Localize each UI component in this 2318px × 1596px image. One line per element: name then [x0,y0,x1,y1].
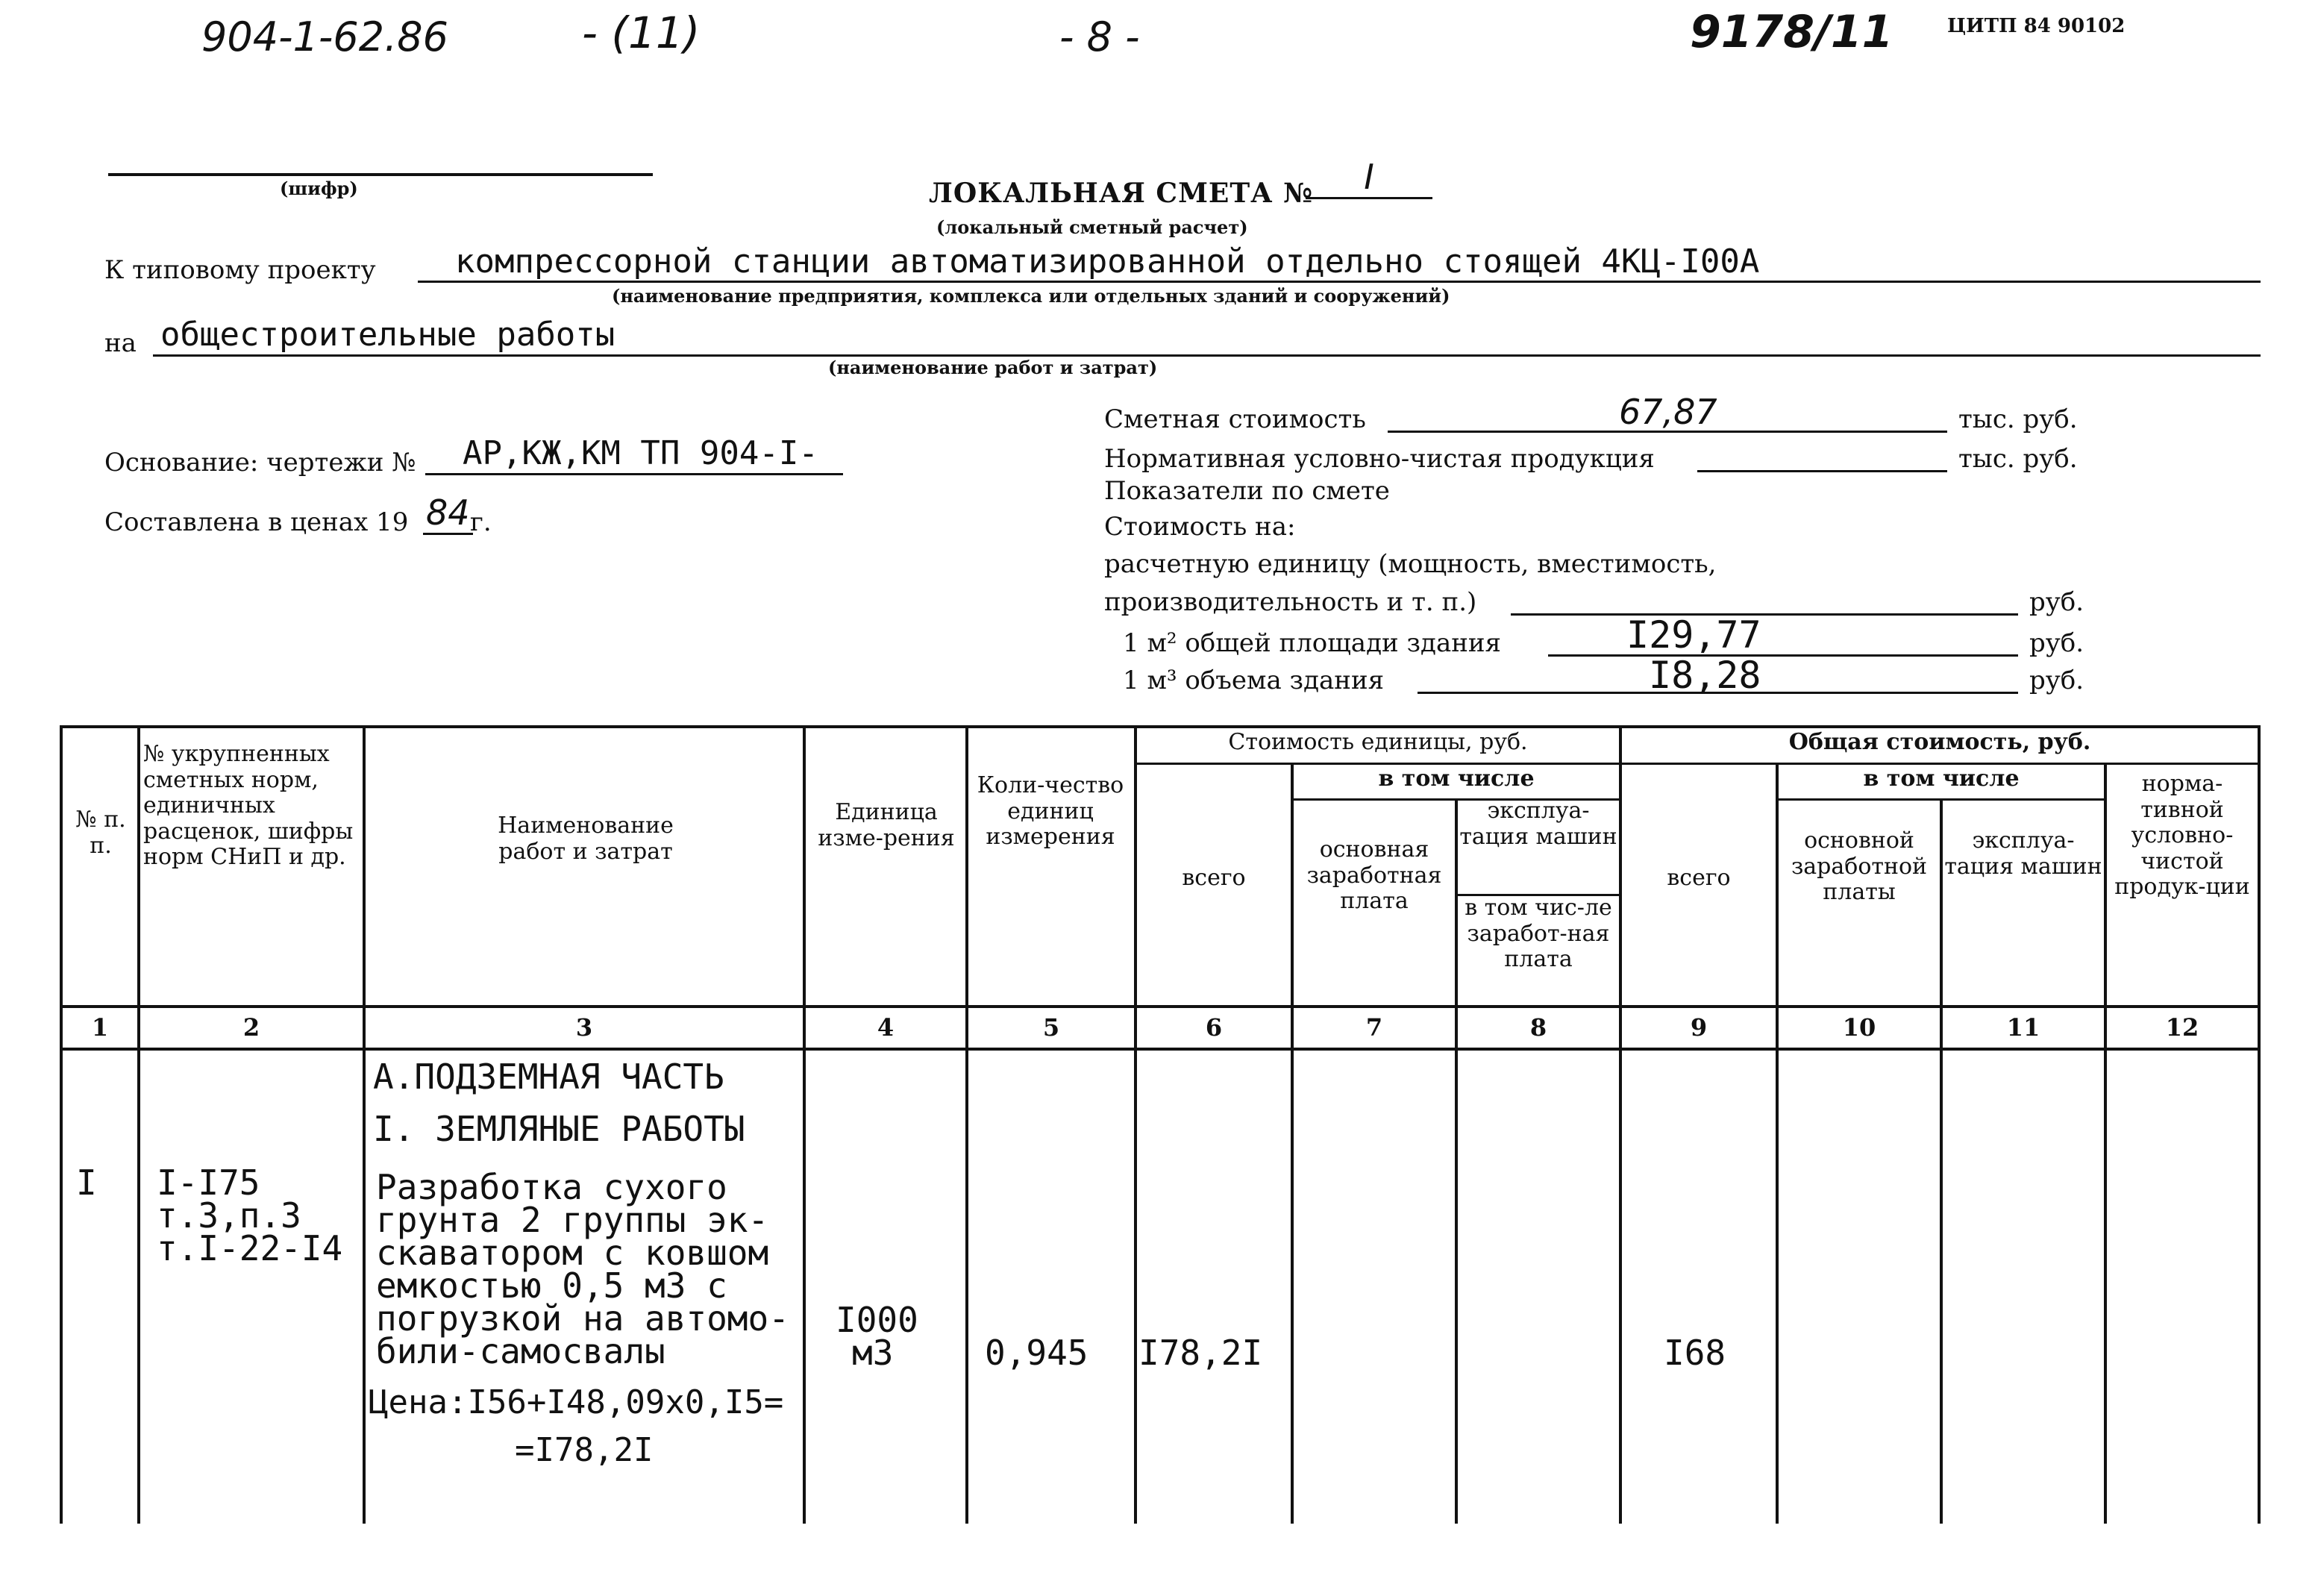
row-name-line: погрузкой на автомо- [376,1298,789,1339]
works-sub: (наименование работ и затрат) [828,357,1158,378]
col-num-3: 3 [575,1013,593,1042]
row-code-line: I-I75 [157,1162,260,1203]
row-number: I [76,1162,97,1203]
section-a-title: А.ПОДЗЕМНАЯ ЧАСТЬ [373,1057,724,1097]
row-unit-name: м3 [852,1333,894,1373]
row-name-line: Разработка сухого [376,1167,727,1207]
header-c8b: в том чис-ле заработ-ная плата [1465,895,1612,972]
header-total-incl: в том числе [1863,766,2020,792]
area-unit: руб. [2029,628,2084,658]
section-1-title: I. ЗЕМЛЯНЫЕ РАБОТЫ [373,1109,745,1149]
doc-code-left: 904-1-62.86 [201,13,448,60]
row-name-line: скаватором с ковшом [376,1233,769,1273]
col-border-10 [1940,798,1943,1524]
header-c6: всего [1182,865,1246,891]
estimate-table [60,725,2261,1524]
volume-unit: руб. [2029,666,2084,695]
basis-label: Основание: чертежи № [104,448,416,478]
productivity-line [1511,613,2018,616]
page-number: - 8 - [1059,13,1140,60]
volume-label: 1 м³ объема здания [1123,666,1385,695]
col-border-3 [803,725,806,1524]
doc-title-sub: (локальный сметный расчет) [936,216,1248,238]
row-price-formula: Цена:I56+I48,09х0,I5= [369,1383,784,1421]
row-code-line: т.3,п.3 [157,1195,301,1236]
project-sub: (наименование предприятия, комплекса или отдельных зданий и сооружений) [612,285,1450,307]
sheet-number: - (11) [582,7,701,58]
col-num-9: 9 [1690,1013,1708,1042]
productivity-label: производительность и т. п.) [1104,587,1477,617]
col-num-12: 12 [2165,1013,2199,1042]
doc-title: ЛОКАЛЬНАЯ СМЕТА № [929,178,1314,209]
header-c4: Единица изме-рения [818,799,955,851]
shifr-label: (шифр) [280,178,358,199]
area-label: 1 м² общей площади здания [1123,628,1501,658]
col-border-8 [1619,725,1622,1524]
col-num-1: 1 [91,1013,109,1042]
header-c5: Коли-чество единиц измерения [977,772,1124,850]
header-unit-cost: Стоимость единицы, руб. [1228,729,1528,755]
row-unit-value: I000 [836,1300,918,1340]
row-name-line: грунта 2 группы эк- [376,1200,769,1240]
indicators-label: Показатели по смете [1104,476,1390,506]
basis-line [425,473,843,475]
shifr-line [108,173,653,176]
header-c11: эксплуа-тация машин [1944,827,2102,880]
project-value: компрессорной станции автоматизированной отдельно стоящей 4КЦ-I00А [455,242,1760,281]
col-border-1 [137,725,140,1524]
project-line [418,281,2261,283]
works-label: на [104,328,137,358]
normative-label: Нормативная условно-чистая продукция [1104,444,1655,474]
area-line [1548,654,2018,657]
area-value: I29,77 [1626,613,1761,657]
price-year-suffix: г. [470,507,492,537]
col-border-12 [2258,725,2261,1524]
basis-value: АР,КЖ,КМ ТП 904-I- [463,434,818,472]
header-unit-incl: в том числе [1378,766,1535,792]
cipp-stamp: ЦИТП 84 90102 [1947,15,2126,37]
row-name-line: били-самосвалы [376,1331,665,1371]
col-border-0 [60,725,63,1524]
header-c1: № п. п. [75,807,126,859]
col-num-7: 7 [1365,1013,1383,1042]
estimate-cost-unit: тыс. руб. [1958,404,2078,434]
price-year: 84 [423,492,473,535]
calc-unit-label: расчетную единицу (мощность, вместимость, [1104,549,1717,579]
estimate-cost-label: Сметная стоимость [1104,404,1366,434]
price-label: Составлена в ценах 19 [104,507,409,537]
row-name-line: емкостью 0,5 м3 с [376,1265,727,1306]
normative-unit: тыс. руб. [1958,444,2078,474]
row-quantity: 0,945 [985,1333,1088,1373]
col-num-4: 4 [877,1013,895,1042]
header-c10: основной заработной платы [1791,827,1928,905]
project-label: К типовому проекту [104,255,376,285]
col-border-5 [1134,725,1137,1524]
header-c9: всего [1667,865,1731,891]
col-num-11: 11 [2006,1013,2040,1042]
header-c7: основная заработная плата [1306,836,1442,914]
doc-code-right: 9178/11 [1690,6,1893,58]
volume-value: I8,28 [1649,654,1761,697]
header-c8a: эксплуа-тация машин [1459,798,1617,850]
works-line [153,354,2261,357]
productivity-unit: руб. [2029,587,2084,617]
col-num-5: 5 [1042,1013,1060,1042]
col-border-2 [363,725,366,1524]
header-c2: № укрупненных сметных норм, единичных расценок, шифры норм СНиП и др. [143,741,354,870]
col-border-4 [965,725,968,1524]
header-c3: Наименование работ и затрат [498,813,674,865]
normative-line [1697,470,1947,472]
row-unit-total: I78,2I [1138,1333,1263,1373]
row-code-line: т.I-22-I4 [157,1228,343,1268]
col-num-2: 2 [242,1013,260,1042]
row-total: I68 [1664,1333,1726,1373]
table-numbers-bottom [60,1048,2261,1051]
doc-title-number: I [1306,157,1432,199]
col-num-10: 10 [1842,1013,1876,1042]
estimate-cost-value: 67,87 [1619,392,1717,432]
col-num-6: 6 [1205,1013,1223,1042]
header-total-cost: Общая стоимость, руб. [1788,729,2091,755]
row-price-result: =I78,2I [515,1431,654,1469]
table-top-border [60,725,2261,728]
col-num-8: 8 [1529,1013,1547,1042]
cost-on-label: Стоимость на: [1104,512,1296,542]
group-divider [1134,763,2261,765]
table-header-bottom [60,1005,2261,1008]
header-c12: норма-тивной условно-чистой продук-ции [2114,771,2250,900]
works-value: общестроительные работы [160,316,615,354]
